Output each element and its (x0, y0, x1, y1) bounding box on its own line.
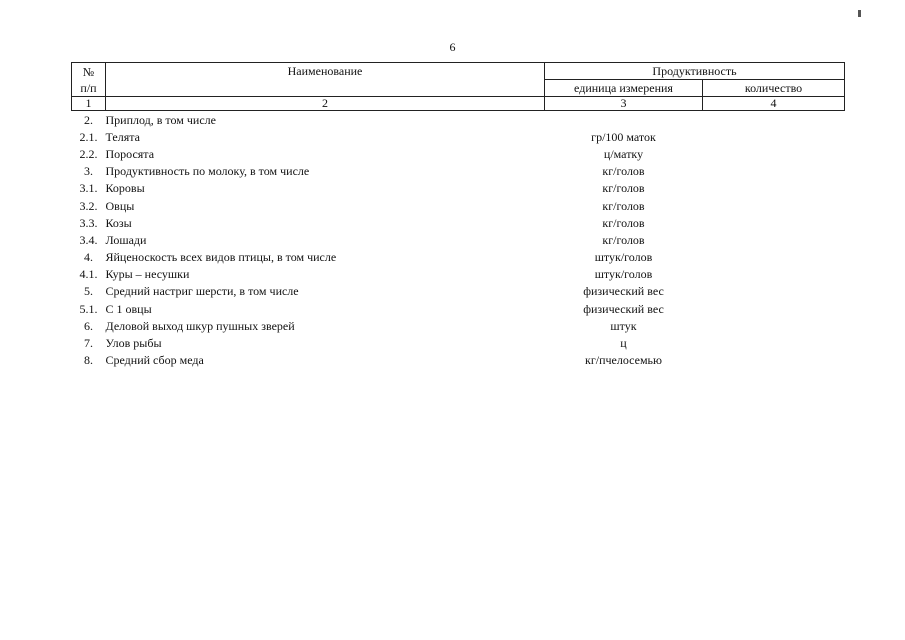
row-name: Приплод, в том числе (105, 112, 216, 127)
row-quantity (703, 300, 845, 317)
row-quantity (703, 111, 845, 129)
row-name: Телята (105, 129, 140, 144)
row-unit: физический вес (583, 301, 664, 316)
row-unit: гр/100 маток (591, 129, 656, 144)
table-row (72, 334, 845, 351)
row-quantity (703, 163, 845, 180)
row-number: 3.1. (79, 181, 98, 196)
row-number: 3.2. (79, 198, 98, 213)
row-name: Поросята (105, 146, 155, 161)
row-number: 3.4. (79, 232, 98, 247)
scan-artifact (858, 10, 861, 17)
row-quantity (703, 317, 845, 334)
row-unit: штук/голов (594, 267, 653, 282)
row-number: 2.1. (79, 129, 98, 144)
header-number: № п/п (72, 63, 106, 97)
row-unit: кг/голов (602, 215, 645, 230)
table-row (72, 317, 845, 334)
row-unit: кг/голов (602, 181, 645, 196)
row-unit: кг/голов (602, 164, 645, 179)
table-row (72, 145, 845, 162)
row-name: Деловой выход шкур пушных зверей (105, 318, 295, 333)
table-row (72, 163, 845, 180)
row-quantity (703, 266, 845, 283)
row-quantity (703, 145, 845, 162)
row-unit: кг/голов (602, 198, 645, 213)
table-row (72, 352, 845, 369)
table-body (72, 111, 845, 369)
row-unit: штук/голов (594, 250, 653, 265)
row-number: 2. (84, 112, 93, 127)
row-name: Козы (105, 215, 132, 230)
row-quantity (703, 231, 845, 248)
row-quantity (703, 197, 845, 214)
row-quantity (703, 180, 845, 197)
column-number: 4 (703, 97, 845, 111)
row-name: Яйценоскость всех видов птицы, в том числе (105, 250, 337, 265)
row-name: Куры – несушки (105, 267, 190, 282)
row-name: Средний сбор меда (105, 353, 204, 368)
column-number: 2 (106, 97, 545, 111)
row-name: С 1 овцы (105, 301, 152, 316)
row-quantity (703, 334, 845, 351)
header-unit: единица измерения (545, 80, 703, 97)
row-name: Овцы (105, 198, 135, 213)
table-row (72, 111, 845, 129)
table-header (72, 63, 845, 111)
table-row (72, 214, 845, 231)
row-quantity (703, 352, 845, 369)
row-quantity (703, 283, 845, 300)
row-unit (545, 111, 703, 129)
row-quantity (703, 214, 845, 231)
page-number: 6 (449, 40, 456, 54)
row-number: 4.1. (79, 267, 98, 282)
table-row (72, 249, 845, 266)
row-number: 8. (84, 353, 93, 368)
column-numbers-row (72, 97, 845, 111)
row-quantity (703, 249, 845, 266)
table-row (72, 128, 845, 145)
row-name: Средний настриг шерсти, в том числе (105, 284, 299, 299)
table-row (72, 231, 845, 248)
row-number: 3. (84, 164, 93, 179)
header-quantity: количество (703, 80, 845, 97)
table-row (72, 266, 845, 283)
row-name: Улов рыбы (105, 336, 162, 351)
row-number: 5. (84, 284, 93, 299)
row-number: 4. (84, 250, 93, 265)
row-name: Продуктивность по молоку, в том числе (105, 164, 310, 179)
table-row (72, 300, 845, 317)
column-number: 3 (545, 97, 703, 111)
table-row (72, 180, 845, 197)
row-number: 7. (84, 336, 93, 351)
row-unit: ц/матку (603, 146, 644, 161)
header-productivity: Продуктивность (545, 63, 845, 80)
row-number: 3.3. (79, 215, 98, 230)
row-unit: штук (610, 318, 637, 333)
productivity-table (71, 62, 845, 369)
row-unit: кг/голов (602, 232, 645, 247)
row-name: Коровы (105, 181, 145, 196)
header-name: Наименование (106, 63, 545, 97)
row-unit: кг/пчелосемью (585, 353, 662, 368)
row-quantity (703, 128, 845, 145)
row-name: Лошади (105, 232, 147, 247)
row-unit: ц (620, 336, 627, 351)
row-unit: физический вес (583, 284, 664, 299)
table-row (72, 197, 845, 214)
row-number: 2.2. (79, 146, 98, 161)
table-row (72, 283, 845, 300)
row-number: 6. (84, 318, 93, 333)
column-number: 1 (72, 97, 106, 111)
row-number: 5.1. (79, 301, 98, 316)
